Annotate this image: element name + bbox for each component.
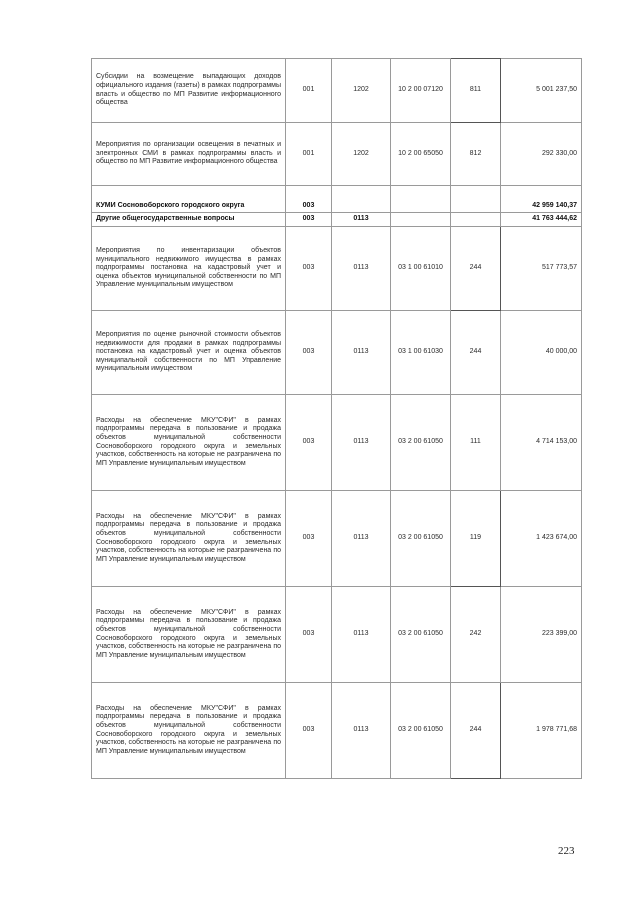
expense-type-code: 242 <box>451 587 501 683</box>
table-row <box>92 683 582 779</box>
expense-name: Мероприятия по инвентаризации объектов муниципального недвижимого имущества в рамках подпрограммы постановка на кадастровый учет и оценка объектов муниципальной собственности по МП Управление муниципальным имуществом <box>92 227 286 311</box>
amount: 292 330,00 <box>501 123 582 186</box>
expense-name: Субсидии на возмещение выпадающих доходов официального издания (газеты) в рамках подпрограммы власть и общество по МП Развитие информационного общества <box>92 59 286 123</box>
amount: 1 423 674,00 <box>501 491 582 587</box>
page-number: 223 <box>558 845 575 857</box>
table-row <box>92 587 582 683</box>
expense-name: Мероприятия по оценке рыночной стоимости объектов недвижимости для продажи в рамках подпрограммы постановка на кадастровый учет и оценка объектов муниципальной собственности по МП Управление муниципальным имуществом <box>92 311 286 395</box>
section-code: 1202 <box>332 59 391 123</box>
expense-name: Расходы на обеспечение МКУ"СФИ" в рамках подпрограммы передача в пользование и продажа объектов муниципальной собственности Сосновоборского городского округа и земельных участков, собственность на которые не разграничена по МП Управление муниципальным имуществом <box>92 491 286 587</box>
section-code: 0113 <box>332 227 391 311</box>
target-article-code: 03 2 00 61050 <box>391 683 451 779</box>
target-article-code: 03 2 00 61050 <box>391 395 451 491</box>
expense-type-code: 244 <box>451 683 501 779</box>
amount: 4 714 153,00 <box>501 395 582 491</box>
section-code: 0113 <box>332 683 391 779</box>
section-code: 1202 <box>332 123 391 186</box>
section-code: 0113 <box>332 213 391 227</box>
target-article-code: 03 2 00 61050 <box>391 587 451 683</box>
department-code: 001 <box>286 123 332 186</box>
target-article-code: 10 2 00 65050 <box>391 123 451 186</box>
expense-type-code: 119 <box>451 491 501 587</box>
amount: 40 000,00 <box>501 311 582 395</box>
department-name: КУМИ Сосновоборского городского округа <box>92 186 286 213</box>
department-code: 003 <box>286 683 332 779</box>
expense-type-code <box>451 213 501 227</box>
amount: 41 763 444,62 <box>501 213 582 227</box>
amount: 5 001 237,50 <box>501 59 582 123</box>
budget-table <box>91 58 582 779</box>
expense-type-code: 244 <box>451 227 501 311</box>
department-code: 003 <box>286 311 332 395</box>
section-code: 0113 <box>332 311 391 395</box>
section-code: 0113 <box>332 395 391 491</box>
section-code: 0113 <box>332 491 391 587</box>
table-row <box>92 227 582 311</box>
amount: 42 959 140,37 <box>501 186 582 213</box>
section-code <box>332 186 391 213</box>
budget-table-body <box>92 59 582 779</box>
department-code: 003 <box>286 587 332 683</box>
target-article-code: 10 2 00 07120 <box>391 59 451 123</box>
amount: 517 773,57 <box>501 227 582 311</box>
expense-type-code: 244 <box>451 311 501 395</box>
table-row <box>92 311 582 395</box>
table-row <box>92 491 582 587</box>
department-code: 003 <box>286 186 332 213</box>
target-article-code <box>391 213 451 227</box>
section-name: Другие общегосударственные вопросы <box>92 213 286 227</box>
expense-name: Расходы на обеспечение МКУ"СФИ" в рамках подпрограммы передача в пользование и продажа объектов муниципальной собственности Сосновоборского городского округа и земельных участков, собственность на которые не разграничена по МП Управление муниципальным имуществом <box>92 587 286 683</box>
department-code: 003 <box>286 491 332 587</box>
table-row-header-section <box>92 213 582 227</box>
section-code: 0113 <box>332 587 391 683</box>
expense-name: Расходы на обеспечение МКУ"СФИ" в рамках подпрограммы передача в пользование и продажа объектов муниципальной собственности Сосновоборского городского округа и земельных участков, собственность на которые не разграничена по МП Управление муниципальным имуществом <box>92 395 286 491</box>
expense-type-code: 812 <box>451 123 501 186</box>
department-code: 003 <box>286 213 332 227</box>
expense-name: Мероприятия по организации освещения в печатных и электронных СМИ в рамках подпрограммы власть и общество по МП Развитие информационного общества <box>92 123 286 186</box>
target-article-code <box>391 186 451 213</box>
target-article-code: 03 1 00 61010 <box>391 227 451 311</box>
expense-type-code: 111 <box>451 395 501 491</box>
table-row <box>92 123 582 186</box>
department-code: 001 <box>286 59 332 123</box>
department-code: 003 <box>286 227 332 311</box>
table-row <box>92 59 582 123</box>
table-row-header-department <box>92 186 582 213</box>
expense-type-code: 811 <box>451 59 501 123</box>
amount: 1 978 771,68 <box>501 683 582 779</box>
expense-name: Расходы на обеспечение МКУ"СФИ" в рамках подпрограммы передача в пользование и продажа объектов муниципальной собственности Сосновоборского городского округа и земельных участков, собственность на которые не разграничена по МП Управление муниципальным имуществом <box>92 683 286 779</box>
amount: 223 399,00 <box>501 587 582 683</box>
target-article-code: 03 2 00 61050 <box>391 491 451 587</box>
expense-type-code <box>451 186 501 213</box>
department-code: 003 <box>286 395 332 491</box>
table-row <box>92 395 582 491</box>
target-article-code: 03 1 00 61030 <box>391 311 451 395</box>
